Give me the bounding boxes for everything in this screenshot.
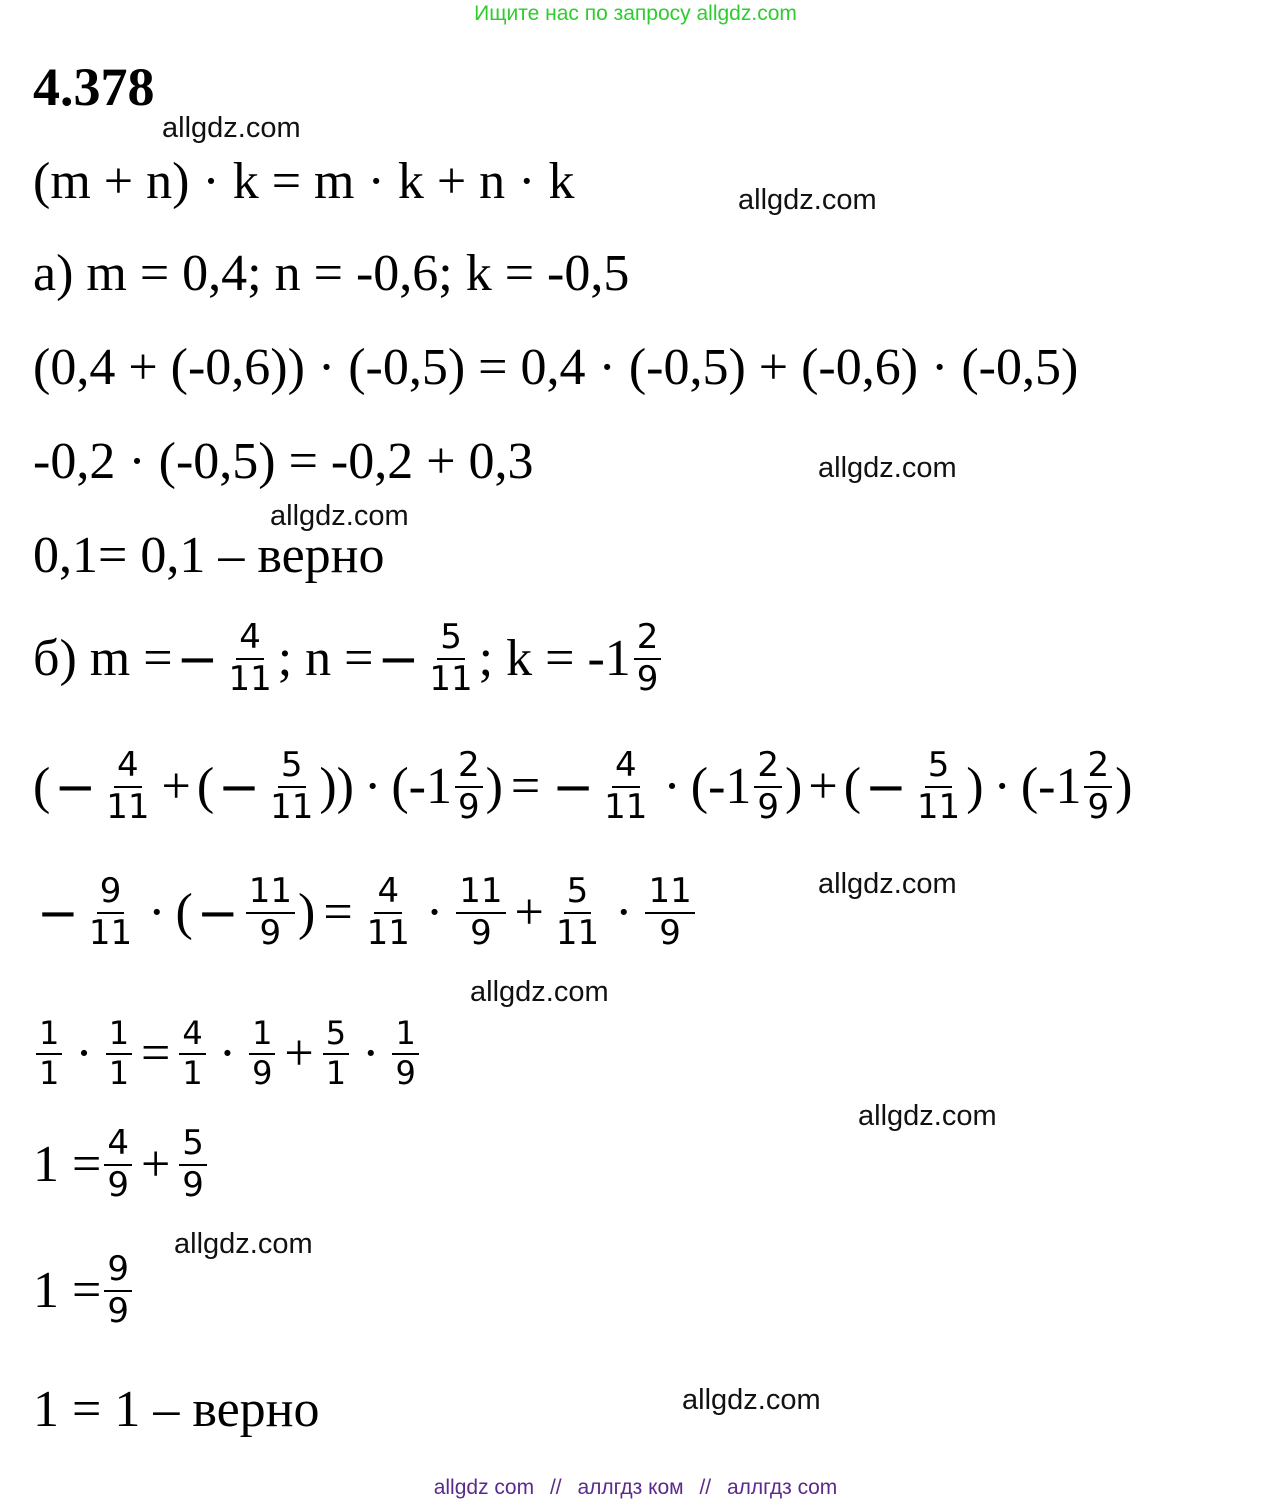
watermark: allgdz.com bbox=[738, 184, 877, 216]
fraction: $\frac{5}{11}$ bbox=[429, 617, 473, 699]
footer-banner: allgdz com // аллгдз ком // аллгдз com bbox=[433, 1476, 838, 1499]
footer-link[interactable]: аллгдз ком bbox=[577, 1476, 684, 1499]
part-b-result: 1 = 1 – верно bbox=[33, 1381, 320, 1438]
part-b-given: б) m = − $\frac{4}{11}$ ; n = − $\frac{5}{11}$ ; k = -1 $\frac{2}{9}$ bbox=[33, 620, 664, 697]
fraction: $\frac{2}{9}$ bbox=[634, 620, 662, 697]
watermark: allgdz.com bbox=[174, 1228, 313, 1260]
watermark: allgdz.com bbox=[818, 868, 957, 900]
part-b-step5: 1 = $\frac{9}{9}$ bbox=[33, 1252, 135, 1329]
problem-number: 4.378 bbox=[33, 57, 155, 117]
fraction: $\frac{4}{11}$ bbox=[228, 617, 272, 699]
watermark: allgdz.com bbox=[682, 1384, 821, 1416]
footer-link[interactable]: allgdz com bbox=[433, 1476, 535, 1499]
watermark: allgdz.com bbox=[818, 452, 957, 484]
watermark: allgdz.com bbox=[162, 112, 301, 144]
part-b-step3: $\frac{1}{1}$ · $\frac{1}{1}$ = $\frac{4}{1}$ · $\frac{1}{9}$ + $\frac{5}{1}$ · $\frac{1}{9}$ bbox=[33, 1002, 422, 1090]
part-b-step4: 1 = $\frac{4}{9}$ + $\frac{5}{9}$ bbox=[33, 1126, 210, 1203]
part-a-given: а) m = 0,4; n = -0,6; k = -0,5 bbox=[33, 245, 630, 302]
part-a-result: 0,1= 0,1 – верно bbox=[33, 527, 385, 584]
part-b-step2: − $\frac{9}{11}$ · ( − $\frac{11}{9}$ ) = $\frac{4}{11}$ · $\frac{11}{9}$ + $\frac{5}{11}$ · $\frac{11}{9}$ bbox=[33, 874, 698, 951]
top-banner[interactable]: Ищите нас по запросу allgdz.com bbox=[474, 2, 797, 25]
footer-link[interactable]: аллгдз com bbox=[726, 1476, 838, 1499]
distributive-formula: (m + n) · k = m · k + n · k bbox=[33, 153, 575, 210]
watermark: allgdz.com bbox=[470, 976, 609, 1008]
part-a-step2: -0,2 · (-0,5) = -0,2 + 0,3 bbox=[33, 433, 534, 490]
watermark: allgdz.com bbox=[270, 500, 409, 532]
part-b-step1: ( − $\frac{4}{11}$ + ( − $\frac{5}{11}$ ) ) · (-1 $\frac{2}{9}$ ) = − $\frac{4}{11}$ · (-1 $\frac{2}{9}$ ) + ( − $\frac{5}{11}$ ) · (-1 $\frac{2}{9}$ ) bbox=[33, 745, 1133, 827]
part-a-step1: (0,4 + (-0,6)) · (-0,5) = 0,4 · (-0,5) + (-0,6) · (-0,5) bbox=[33, 339, 1079, 396]
watermark: allgdz.com bbox=[858, 1100, 997, 1132]
